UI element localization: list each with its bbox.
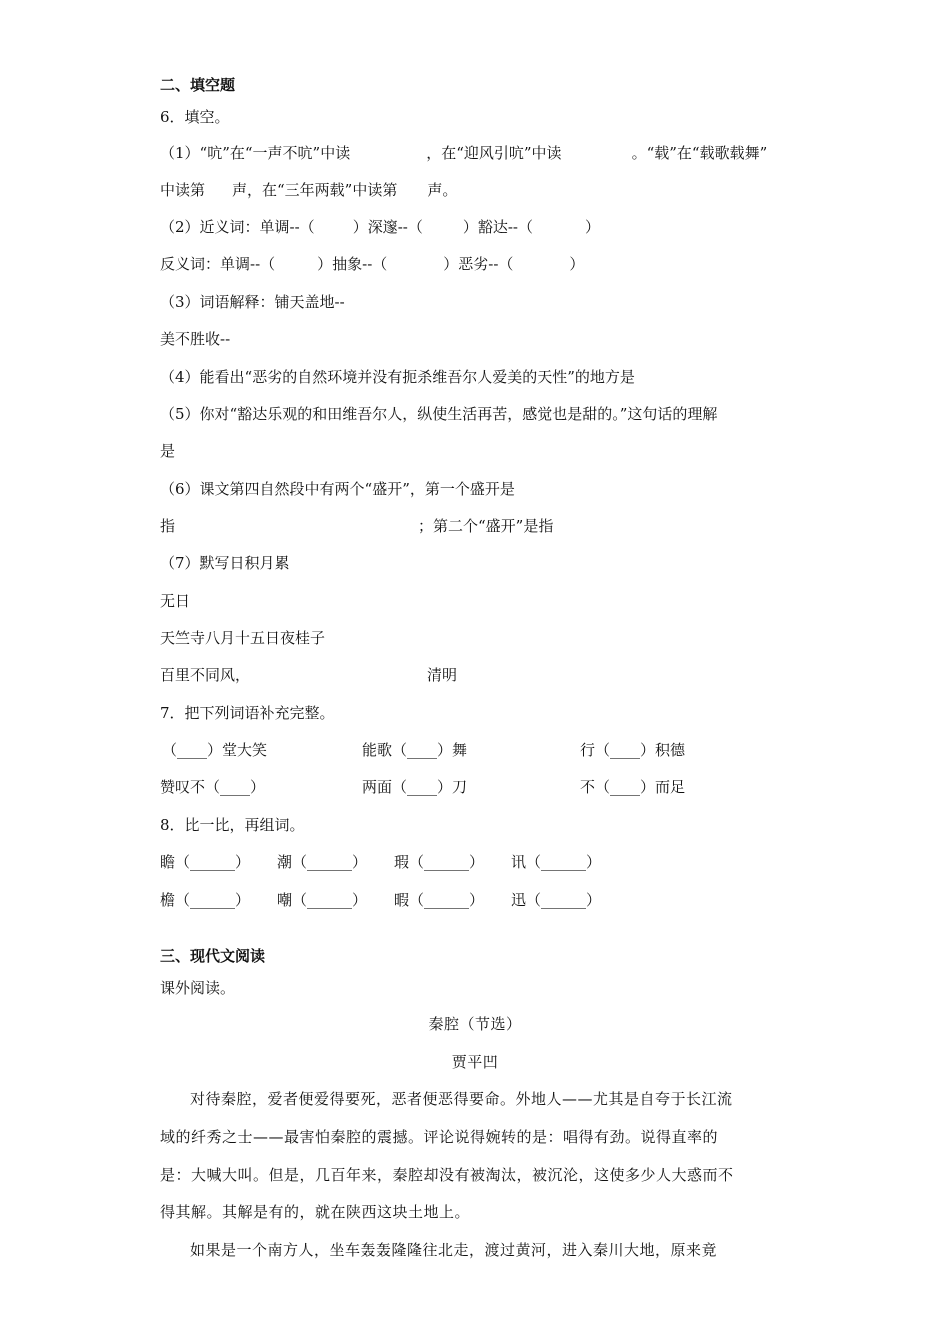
passage-line: 对待秦腔，爱者便爱得要死，恶者便恶得要命。外地人——尤其是自夸于长江流 <box>190 1090 733 1108</box>
q6-part6-line1: （6）课文第四自然段中有两个“盛开”，第一个盛开是 <box>160 480 515 498</box>
q8-item: 瑕（______） <box>394 853 485 871</box>
q8-item: 讯（______） <box>511 853 602 871</box>
passage-line: 域的纤秀之士——最害怕秦腔的震撼。评论说得婉转的是：唱得有劲。说得直率的 <box>160 1128 719 1146</box>
q7-item: 不（____）而足 <box>580 778 686 796</box>
ant-label-2: ）抽象--（ <box>317 255 388 273</box>
question-7-title: 7．把下列词语补充完整。 <box>160 704 335 722</box>
q7-item: （____）堂大笑 <box>162 741 268 759</box>
q6-part7-line1: （7）默写日积月累 <box>160 554 290 572</box>
q7-item: 行（____）积德 <box>580 741 686 759</box>
q6-part1-line2 <box>160 180 457 200</box>
q8-item: 瞻（______） <box>160 853 251 871</box>
q6-part2-antonyms <box>160 254 584 274</box>
passage-title: 秦腔（节选） <box>428 1015 522 1033</box>
q8-item: 檐（______） <box>160 891 251 909</box>
q6-part2-synonyms <box>160 217 600 237</box>
question-8-title: 8．比一比，再组词。 <box>160 816 305 834</box>
q6-part7-line3: 天竺寺八月十五日夜桂子 <box>160 629 326 647</box>
q6-part4: （4）能看出“恶劣的自然环境并没有扼杀维吾尔人爱美的天性”的地方是 <box>160 368 635 386</box>
q7-item: 两面（____）刀 <box>362 778 468 796</box>
q6-part7-line4b: 清明 <box>427 666 458 684</box>
q7-item: 赞叹不（____） <box>160 778 266 796</box>
q8-item: 暇（______） <box>394 891 485 909</box>
passage-line: 是：大喊大叫。但是，几百年来，秦腔却没有被淘汰，被沉沦，这使多少人大惑而不 <box>160 1166 734 1184</box>
section-heading-reading: 三、现代文阅读 <box>160 947 266 965</box>
q6-part6-line2b: ；第二个“盛开”是指 <box>418 517 554 535</box>
passage-line: 得其解。其解是有的，就在陕西这块土地上。 <box>160 1203 471 1221</box>
q6-part5-line2: 是 <box>160 442 176 460</box>
q6-p1e: 声，在“三年两载”中读第 <box>232 181 398 199</box>
reading-intro: 课外阅读。 <box>160 979 236 997</box>
syn-label-1: （2）近义词：单调--（ <box>160 218 315 236</box>
q6-p1f: 声。 <box>427 181 458 199</box>
q6-p1b: ，在“迎风引吭”中读 <box>426 144 562 162</box>
q6-part5-line1: （5）你对“豁达乐观的和田维吾尔人，纵使生活再苦，感觉也是甜的。”这句话的理解 <box>160 405 718 423</box>
q8-item: 迅（______） <box>511 891 602 909</box>
q6-p1a: （1）“吭”在“一声不吭”中读 <box>160 144 351 162</box>
section-heading-fill-blank: 二、填空题 <box>160 76 236 94</box>
q6-p1d: 中读第 <box>160 181 206 199</box>
q6-part3-line2: 美不胜收-- <box>160 330 231 348</box>
ant-label-3: ）恶劣--（ <box>443 255 514 273</box>
passage-author: 贾平凹 <box>451 1053 499 1071</box>
ant-label-4: ） <box>569 255 585 273</box>
question-6-title: 6．填空。 <box>160 108 230 126</box>
q8-item: 潮（______） <box>277 853 368 871</box>
q7-item: 能歌（____）舞 <box>362 741 468 759</box>
q6-part1-line1 <box>160 143 767 163</box>
syn-label-4: ） <box>584 218 600 236</box>
q8-item: 嘲（______） <box>277 891 368 909</box>
passage-line: 如果是一个南方人，坐车轰轰隆隆往北走，渡过黄河，进入秦川大地，原来竟 <box>190 1241 718 1259</box>
q6-part7-line2: 无日 <box>160 592 191 610</box>
q6-part7-line4a: 百里不同风， <box>160 666 251 684</box>
syn-label-2: ）深邃--（ <box>352 218 423 236</box>
ant-label-1: 反义词：单调--（ <box>160 255 276 273</box>
q6-p1c: 。“载”在“载歌载舞” <box>631 144 768 162</box>
q6-part3-line1: （3）词语解释：铺天盖地-- <box>160 293 345 311</box>
q6-part6-line2a: 指 <box>160 517 176 535</box>
syn-label-3: ）豁达--（ <box>462 218 533 236</box>
